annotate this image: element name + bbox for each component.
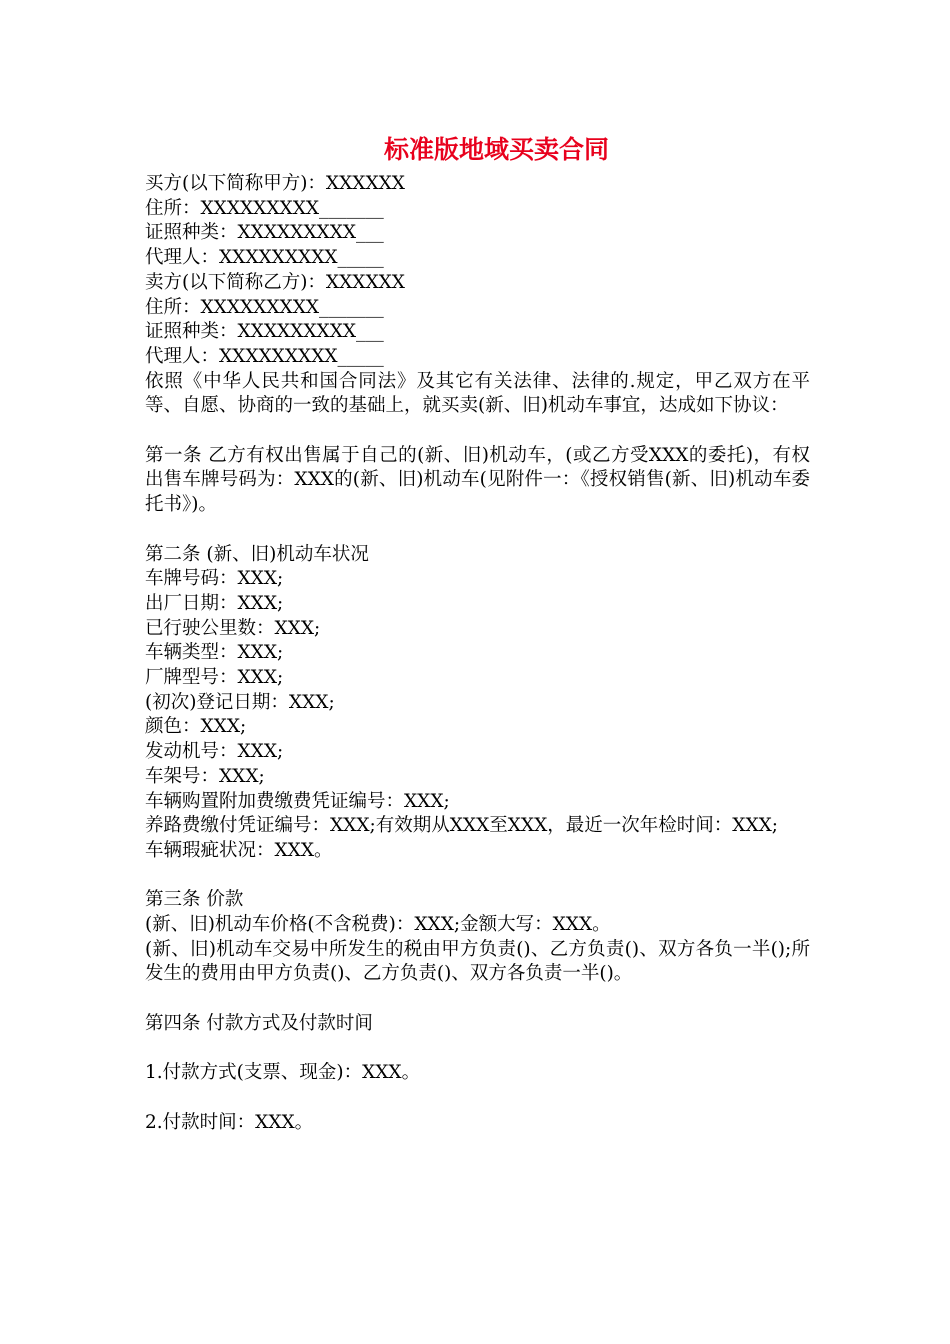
spacer [145,1037,810,1062]
list-item: 养路费缴付凭证编号：XXX;有效期从XXX至XXX，最近一次年检时间：XXX; [145,815,779,837]
seller-address-line: 住所：XXXXXXXXX_______ [145,296,384,318]
spacer [145,987,810,1012]
list-item: 颜色：XXX; [145,716,247,738]
list-item: (新、旧)机动车价格(不含税费)：XXX;金额大写：XXX。 [145,914,611,936]
seller-line: 卖方(以下简称乙方)：XXXXXX [145,271,405,293]
article-2-heading: 第二条 (新、旧)机动车状况 [145,543,369,565]
article-3-section [145,888,810,987]
spacer [145,864,810,889]
list-item: 厂牌型号：XXX; [145,667,284,689]
document-title: 标准版地域买卖合同 [383,135,609,164]
spacer [145,518,810,543]
preamble-paragraph: 依照《中华人民共和国合同法》及其它有关法律、法律的.规定，甲乙双方在平等、自愿、协商的一致的基础上，就买卖(新、旧)机动车事宜，达成如下协议： [145,370,810,417]
list-item: 已行驶公里数：XXX; [145,617,321,639]
document-body [145,172,810,1135]
list-item: 车辆瑕疵状况：XXX。 [145,839,333,861]
payment-time-item: 2.付款时间：XXX。 [145,1111,314,1133]
spacer [145,1086,810,1111]
list-item: 车牌号码：XXX; [145,568,284,590]
payment-method-item: 1.付款方式(支票、现金)：XXX。 [145,1062,421,1084]
list-item: 车辆类型：XXX; [145,642,284,664]
article-4-heading: 第四条 付款方式及付款时间 [145,1012,373,1034]
spacer [145,419,810,444]
buyer-agent-line: 代理人：XXXXXXXXX_____ [145,247,384,269]
seller-license-type-line: 证照种类：XXXXXXXXX___ [145,321,384,343]
document-page [145,128,810,1135]
article-3-heading: 第三条 价款 [145,889,244,911]
list-item: (新、旧)机动车交易中所发生的税由甲方负责()、乙方负责()、双方各负一半();所发生的费用由甲方负责()、乙方负责()、双方各负责一半()。 [145,938,810,985]
article-2-section [145,543,810,864]
list-item: 车架号：XXX; [145,765,265,787]
list-item: 车辆购置附加费缴费凭证编号：XXX; [145,790,450,812]
list-item: (初次)登记日期：XXX; [145,691,335,713]
article-4-section [145,1012,810,1135]
seller-agent-line: 代理人：XXXXXXXXX_____ [145,345,384,367]
list-item: 发动机号：XXX; [145,741,284,763]
list-item: 出厂日期：XXX; [145,592,284,614]
buyer-address-line: 住所：XXXXXXXXX_______ [145,197,384,219]
buyer-line: 买方(以下简称甲方)：XXXXXX [145,173,405,194]
parties-section [145,172,810,370]
article-1-paragraph: 第一条 乙方有权出售属于自己的(新、旧)机动车，(或乙方受XXX的委托)，有权出售车牌号码为：XXX的(新、旧)机动车(见附件一：《授权销售(新、旧)机动车委托书》)。 [145,444,810,516]
buyer-license-type-line: 证照种类：XXXXXXXXX___ [145,222,384,244]
